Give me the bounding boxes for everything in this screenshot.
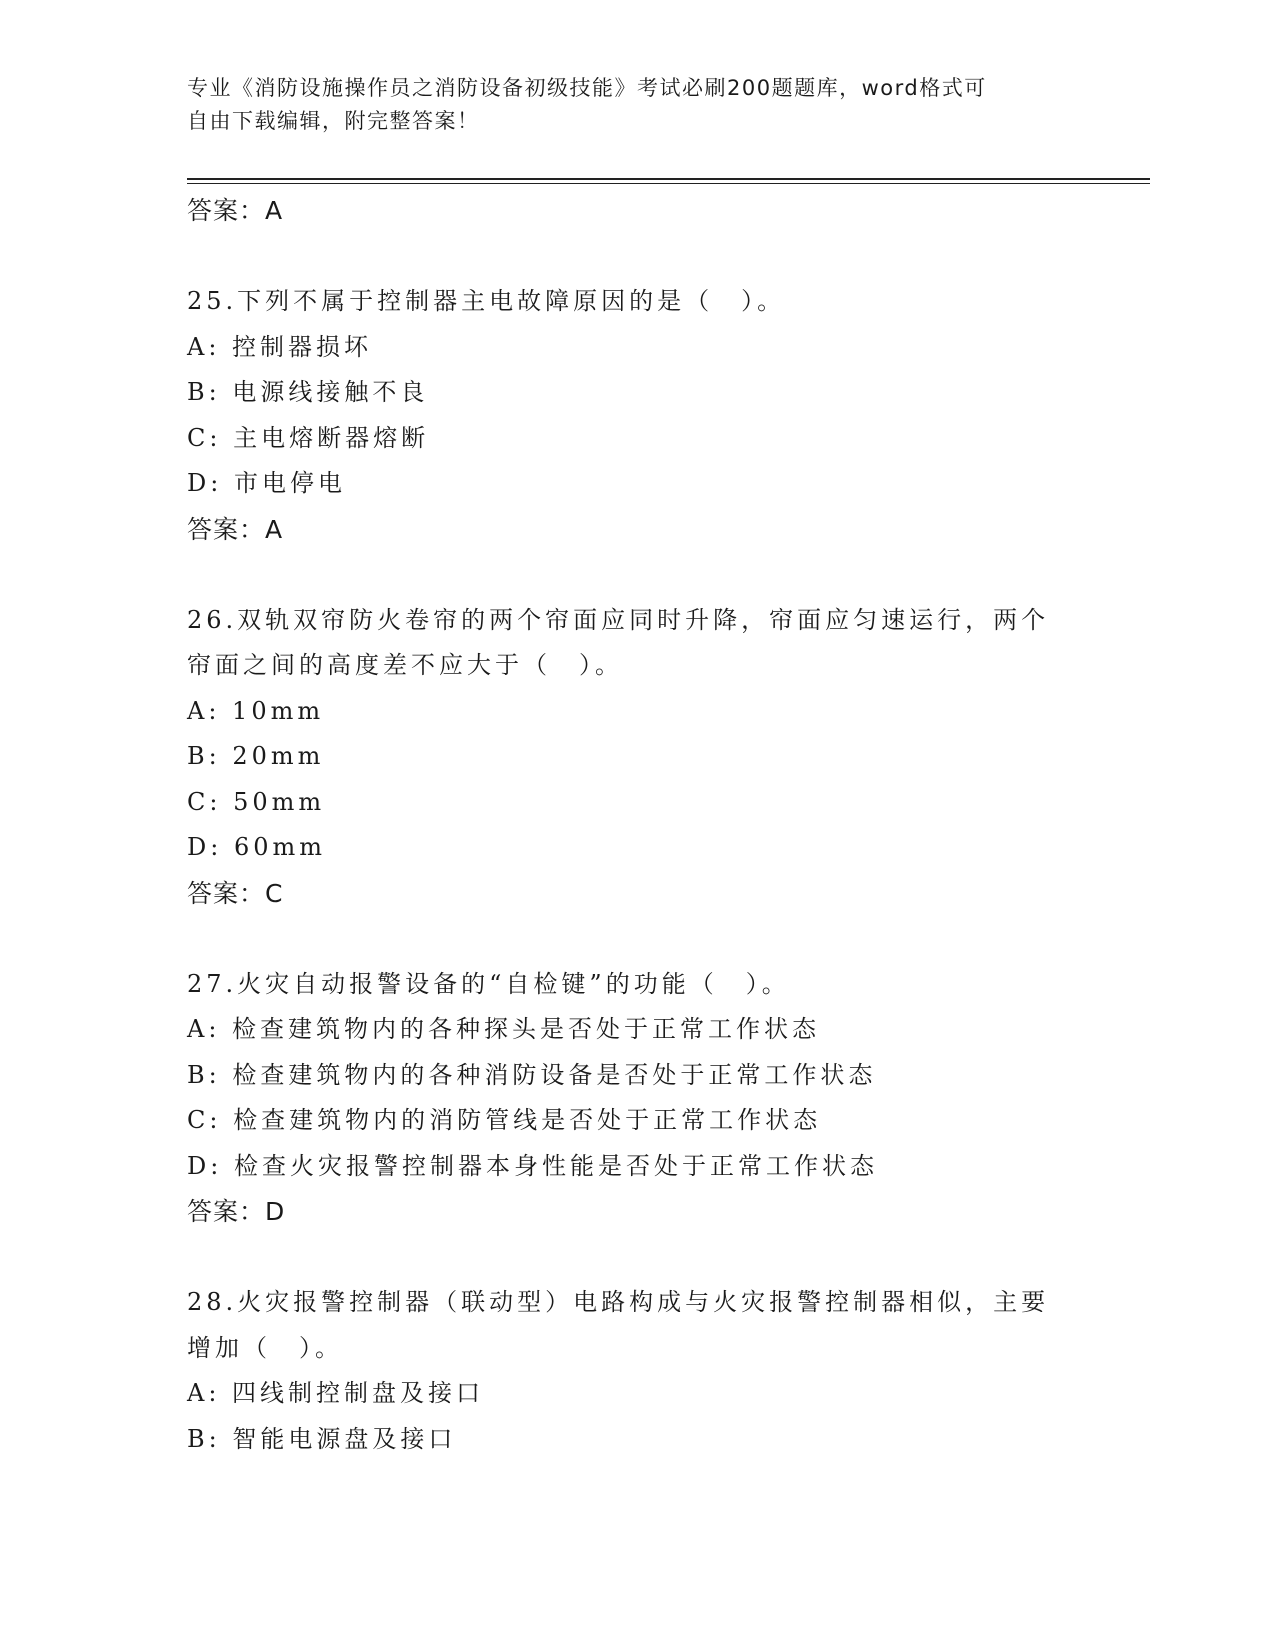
option-c: C: 50mm: [187, 787, 326, 816]
header-rule-thin: [187, 183, 1150, 184]
option-a: A: 检查建筑物内的各种探头是否处于正常工作状态: [187, 1015, 821, 1043]
spacer: [187, 1235, 1087, 1281]
question-text: 25.下列不属于控制器主电故障原因的是（ ）。: [187, 287, 786, 315]
answer-line: 答案：D: [187, 1197, 286, 1226]
question-text: 26.双轨双帘防火卷帘的两个帘面应同时升降，帘面应匀速运行，两个: [187, 605, 1050, 634]
question-text: 27.火灾自动报警设备的“自检键”的功能（ ）。: [187, 969, 790, 998]
option-a: A: 控制器损坏: [187, 332, 373, 361]
spacer: [187, 552, 1087, 598]
option-b: B: 智能电源盘及接口: [187, 1424, 457, 1453]
spacer: [187, 916, 1087, 962]
question-text: 28.火灾报警控制器（联动型）电路构成与火灾报警控制器相似，主要: [187, 1288, 1050, 1316]
header-line-2: 自由下载编辑，附完整答案！: [187, 109, 480, 133]
option-a: A: 四线制控制盘及接口: [187, 1379, 485, 1407]
option-b: B: 检查建筑物内的各种消防设备是否处于正常工作状态: [187, 1060, 877, 1089]
option-c: C: 检查建筑物内的消防管线是否处于正常工作状态: [187, 1106, 822, 1134]
option-c: C: 主电熔断器熔断: [187, 423, 430, 452]
spacer: [187, 234, 1087, 280]
answer-line: 答案：A: [187, 514, 284, 544]
option-d: D: 市电停电: [187, 469, 346, 497]
option-b: B: 电源线接触不良: [187, 378, 429, 406]
header-rule-thick: [187, 178, 1150, 180]
option-d: D: 检查火灾报警控制器本身性能是否处于正常工作状态: [187, 1151, 878, 1180]
option-d: D: 60mm: [187, 833, 327, 861]
option-a: A: 10mm: [187, 696, 325, 725]
page-header: [187, 72, 1067, 138]
answer-line: 答案：A: [187, 196, 284, 225]
option-b: B: 20mm: [187, 742, 325, 770]
answer-line: 答案：C: [187, 878, 284, 908]
question-text-continued: 帘面之间的高度差不应大于（ ）。: [187, 651, 623, 679]
question-list: [187, 188, 1087, 1462]
header-line-1: 专业《消防设施操作员之消防设备初级技能》考试必刷200题题库，word格式可: [187, 76, 987, 100]
question-text-continued: 增加（ ）。: [187, 1333, 343, 1362]
